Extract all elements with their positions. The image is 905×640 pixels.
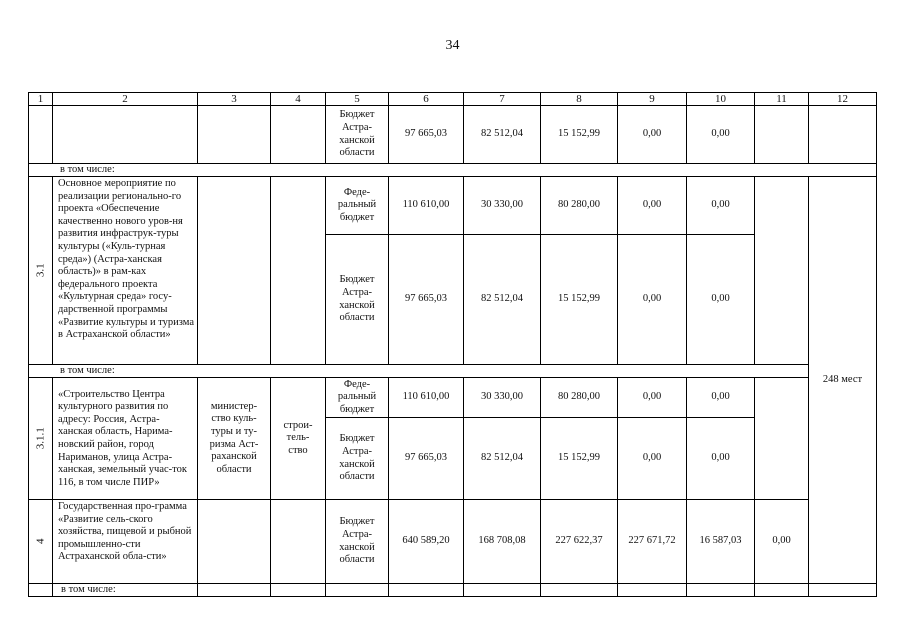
funding-source: Бюджет Астра-ханской области bbox=[326, 106, 389, 164]
header-cell: 6 bbox=[389, 93, 464, 106]
cell-year2: 15 152,99 bbox=[541, 235, 618, 365]
cell-year3: 0,00 bbox=[618, 106, 687, 164]
header-cell: 2 bbox=[53, 93, 198, 106]
cell-year1: 30 330,00 bbox=[464, 378, 541, 418]
cell-total: 97 665,03 bbox=[389, 235, 464, 365]
funding-source: Феде-ральный бюджет bbox=[326, 378, 389, 418]
page-number: 34 bbox=[445, 38, 460, 53]
subtotal-row bbox=[29, 365, 877, 378]
cell-total: 97 665,03 bbox=[389, 418, 464, 500]
cell-year2: 15 152,99 bbox=[541, 418, 618, 500]
activity-name: «Строительство Центра культурного развития по адресу: Россия, Астра-ханская область, Нарима-новский район, город Нариманов, улица Астра-ханская, земельный учас-ток 116, в том числе ПИР» bbox=[53, 378, 198, 500]
subtotal-label: в том числе: bbox=[29, 164, 877, 177]
header-cell: 3 bbox=[198, 93, 271, 106]
cell-year2: 80 280,00 bbox=[541, 378, 618, 418]
cell-year5: 0,00 bbox=[755, 500, 809, 584]
subtotal-row bbox=[29, 584, 877, 597]
activity-name: Государственная про-грамма «Развитие сель-ского хозяйства, пищевой и рыбной промышленно-сти Астраханской обла-сти» bbox=[53, 500, 198, 584]
header-cell: 8 bbox=[541, 93, 618, 106]
header-cell: 11 bbox=[755, 93, 809, 106]
funding-source: Феде-ральный бюджет bbox=[326, 177, 389, 235]
result-cell: 248 мест bbox=[809, 177, 877, 584]
cell-year1: 82 512,04 bbox=[464, 106, 541, 164]
cell-year3: 227 671,72 bbox=[618, 500, 687, 584]
budget-table bbox=[28, 92, 877, 597]
header-cell: 4 bbox=[271, 93, 326, 106]
cell-year3: 0,00 bbox=[618, 177, 687, 235]
subtotal-row bbox=[29, 164, 877, 177]
header-cell: 9 bbox=[618, 93, 687, 106]
cell-year4: 0,00 bbox=[687, 418, 755, 500]
table-row bbox=[29, 106, 877, 164]
funding-source: Бюджет Астра-ханской области bbox=[326, 500, 389, 584]
cell-year4: 0,00 bbox=[687, 177, 755, 235]
cell-year2: 15 152,99 bbox=[541, 106, 618, 164]
cell-year1: 82 512,04 bbox=[464, 235, 541, 365]
cell-total: 97 665,03 bbox=[389, 106, 464, 164]
header-row bbox=[29, 93, 877, 106]
cell-year2: 227 622,37 bbox=[541, 500, 618, 584]
activity-type: строи-тель-ство bbox=[271, 378, 326, 500]
cell-year3: 0,00 bbox=[618, 418, 687, 500]
cell-year1: 30 330,00 bbox=[464, 177, 541, 235]
cell-year1: 168 708,08 bbox=[464, 500, 541, 584]
activity-name: Основное мероприятие по реализации регионально-го проекта «Обеспечение качественно нового уров-ня развития инфраструк-туры культуры («Куль-турная среда») (Астра-ханская область)» в рам-ках федерального проекта «Культурная среда» госу-дарственной программы «Развитие культуры и туризма в Астраханской области» bbox=[53, 177, 198, 365]
row-number: 3.1.1 bbox=[29, 378, 53, 500]
header-cell: 5 bbox=[326, 93, 389, 106]
row-number: 3.1 bbox=[29, 177, 53, 365]
header-cell: 10 bbox=[687, 93, 755, 106]
cell-total: 110 610,00 bbox=[389, 378, 464, 418]
cell-year4: 0,00 bbox=[687, 106, 755, 164]
executor: министер-ство куль-туры и ту-ризма Аст-раханской области bbox=[198, 378, 271, 500]
subtotal-label: в том числе: bbox=[53, 584, 198, 597]
header-cell: 12 bbox=[809, 93, 877, 106]
row-number: 4 bbox=[29, 500, 53, 584]
header-cell: 7 bbox=[464, 93, 541, 106]
header-cell: 1 bbox=[29, 93, 53, 106]
cell-year3: 0,00 bbox=[618, 235, 687, 365]
subtotal-label: в том числе: bbox=[29, 365, 809, 378]
cell-year1: 82 512,04 bbox=[464, 418, 541, 500]
table-row bbox=[29, 378, 877, 418]
cell-year4: 16 587,03 bbox=[687, 500, 755, 584]
funding-source: Бюджет Астра-ханской области bbox=[326, 418, 389, 500]
cell-total: 110 610,00 bbox=[389, 177, 464, 235]
cell-year4: 0,00 bbox=[687, 235, 755, 365]
table-row bbox=[29, 500, 877, 584]
table-row bbox=[29, 177, 877, 235]
cell-year3: 0,00 bbox=[618, 378, 687, 418]
cell-year4: 0,00 bbox=[687, 378, 755, 418]
funding-source: Бюджет Астра-ханской области bbox=[326, 235, 389, 365]
cell-year2: 80 280,00 bbox=[541, 177, 618, 235]
cell-total: 640 589,20 bbox=[389, 500, 464, 584]
